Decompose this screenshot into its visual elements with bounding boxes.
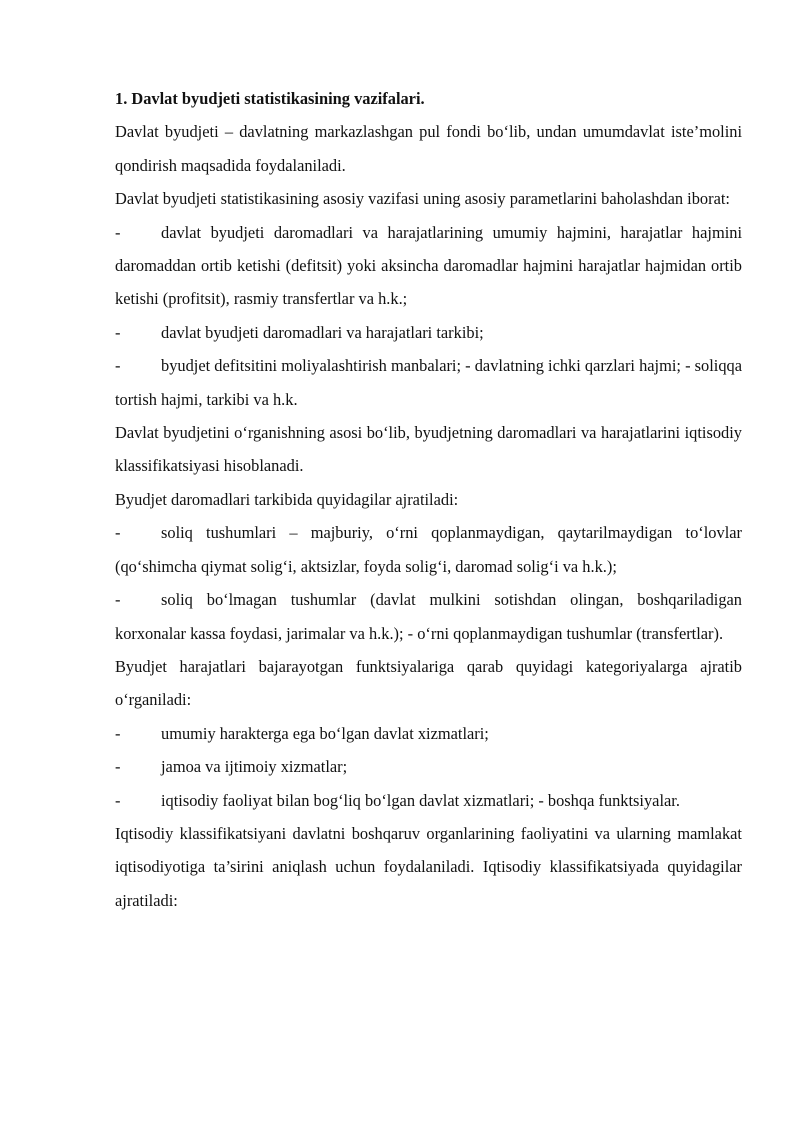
bullet-dash: - — [115, 757, 121, 777]
paragraph: Iqtisodiy klassifikatsiyani davlatni boshqaruv organlarining faoliyatini va ularning mamlakat iqtisodiyotiga ta’sirini aniqlash uchun foydalaniladi. Iqtisodiy klassifikatsiyada quyidagilar ajratiladi: — [115, 823, 742, 910]
bullet-item — [115, 349, 742, 416]
paragraph: Davlat byudjeti – davlatning markazlashgan pul fondi bo‘lib, undan umumdavlat iste’molini qondirish maqsadida foydalaniladi. — [115, 122, 742, 175]
bullet-item — [115, 717, 742, 750]
bullet-text: iqtisodiy faoliyat bilan bog‘liq bo‘lgan davlat xizmatlari; - boshqa funktsiyalar. — [161, 790, 680, 810]
bullet-text: jamoa va ijtimoiy xizmatlar; — [161, 757, 348, 777]
paragraph: Davlat byudjeti statistikasining asosiy vazifasi uning asosiy parametlarini baholashdan iborat: — [115, 189, 730, 209]
paragraph: Byudjet daromadlari tarkibida quyidagilar ajratiladi: — [115, 489, 459, 509]
bullet-dash: - — [115, 723, 121, 743]
bullet-text: davlat byudjeti daromadlari va harajatlari tarkibi; — [161, 322, 484, 342]
bullet-text: soliq tushumlari – majburiy, o‘rni qoplanmaydigan, qaytarilmaydigan to‘lovlar (qo‘shimcha qiymat solig‘i, aktsizlar, foyda solig‘i, daromad solig‘i va h.k.); — [115, 523, 742, 576]
bullet-item — [115, 784, 742, 817]
bullet-text: byudjet defitsitini moliyalashtirish manbalari; - davlatning ichki qarzlari hajmi; - soliqqa tortish hajmi, tarkibi va h.k. — [115, 356, 742, 409]
bullet-dash: - — [115, 590, 121, 610]
bullet-dash: - — [115, 322, 121, 342]
paragraph: Davlat byudjetini o‘rganishning asosi bo‘lib, byudjetning daromadlari va harajatlarini iqtisodiy klassifikatsiyasi hisoblanadi. — [115, 423, 742, 476]
bullet-dash: - — [115, 356, 121, 376]
bullet-item — [115, 583, 742, 650]
bullet-text: soliq bo‘lmagan tushumlar (davlat mulkini sotishdan olingan, boshqariladigan korxonalar kassa foydasi, jarimalar va h.k.); - o‘rni qoplanmaydigan tushumlar (transfertlar). — [115, 590, 742, 643]
bullet-text: umumiy harakterga ega bo‘lgan davlat xizmatlari; — [161, 723, 489, 743]
bullet-dash: - — [115, 222, 121, 242]
bullet-item — [115, 516, 742, 583]
bullet-item — [115, 316, 742, 349]
section-heading: 1. Davlat byudjeti statistikasining vazifalari. — [115, 89, 425, 108]
document-body — [115, 82, 742, 917]
bullet-item — [115, 216, 742, 316]
bullet-dash: - — [115, 523, 121, 543]
bullet-item — [115, 750, 742, 783]
bullet-dash: - — [115, 790, 121, 810]
bullet-text: davlat byudjeti daromadlari va harajatlarining umumiy hajmini, harajatlar hajmini daromaddan ortib ketishi (defitsit) yoki aksincha daromadlar hajmini harajatlar hajmidan ortib ketishi (profitsit), rasmiy transfertlar va h.k.; — [115, 222, 742, 309]
paragraph: Byudjet harajatlari bajarayotgan funktsiyalariga qarab quyidagi kategoriyalarga ajratib o‘rganiladi: — [115, 656, 742, 710]
